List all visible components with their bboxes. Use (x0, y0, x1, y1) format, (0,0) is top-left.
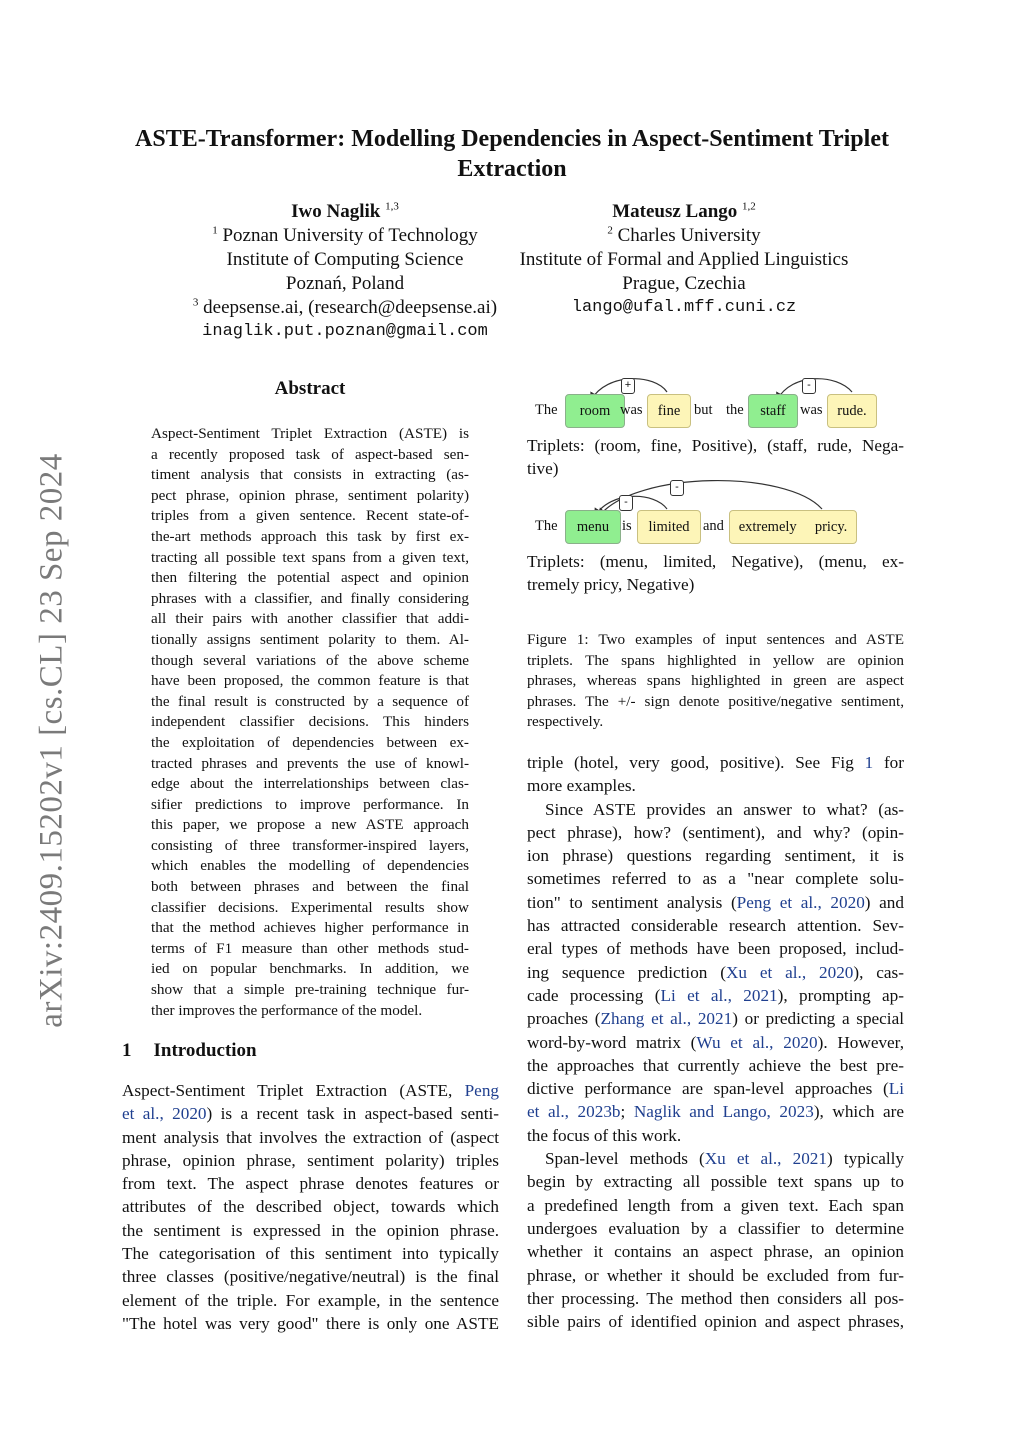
abstract-line: that the method achieves higher performance in (151, 919, 469, 937)
fig-token: was (620, 402, 643, 418)
body-line: more examples. (527, 776, 636, 796)
fig-token: is (622, 518, 632, 534)
citation-link[interactable]: Xu et al., 2020 (725, 962, 854, 982)
abstract-line: all their pairs with another classifier that addi- (151, 610, 469, 628)
affiliation-line: Institute of Formal and Applied Linguistics (519, 249, 849, 270)
aspect-span: room (565, 394, 625, 428)
body-line: tion" to sentiment analysis (Peng et al., 2020) and (527, 892, 904, 912)
body-line: the focus of this work. (527, 1125, 682, 1145)
abstract-line: ied on popular benchmarks. In addition, we (151, 960, 469, 978)
citation-link[interactable]: Li et al., 2021 (660, 985, 778, 1005)
abstract-line: ther improves the performance of the model. (151, 1001, 423, 1019)
body-line: phrase, or whether it should be excluded from fur- (527, 1265, 904, 1285)
triplet-line: tive) (527, 459, 559, 479)
body-line: "The hotel was very good" there is only one ASTE (122, 1313, 499, 1333)
caption-line: triplets. The spans highlighted in yellow are opinion (527, 651, 904, 669)
body-line: has attracted considerable research attention. Sev- (527, 916, 904, 936)
body-line: ion phrase) questions regarding sentiment, it is (527, 846, 904, 866)
abstract-line: phrases with a classifier, and finally considering (151, 589, 469, 607)
body-line: cade processing (Li et al., 2021), prompting ap- (527, 985, 904, 1005)
aspect-span: staff (748, 394, 798, 428)
abstract-line: have been proposed, the common feature is that (151, 672, 469, 690)
body-line: attributes of the described object, towards which (122, 1197, 499, 1217)
body-line: Since ASTE provides an answer to what? (as- (545, 799, 904, 819)
body-line: element of the triple. For example, in the sentence (122, 1290, 499, 1310)
paper-title (100, 124, 924, 184)
body-line: Aspect-Sentiment Triplet Extraction (ASTE, Peng (122, 1081, 499, 1100)
fig-token: The (535, 402, 558, 418)
body-line: a predefined length from a given text. Each span (527, 1195, 904, 1215)
opinion-word: extremely (738, 519, 797, 535)
abstract-line: though several variations of the above scheme (151, 651, 469, 669)
abstract-line: pect phrase, opinion phrase, sentiment polarity) (151, 486, 469, 504)
triplet-line: tremely pricy, Negative) (527, 575, 695, 595)
body-line: et al., 2020) is a recent task in aspect-based senti- (122, 1104, 499, 1124)
affil-sup: 3 (192, 296, 199, 309)
abstract-line: tracting all possible text spans from a given text, (151, 548, 469, 566)
author-block-1 (168, 200, 522, 344)
abstract-line: this paper, we propose a new ASTE approach (151, 816, 469, 834)
opinion-span: limited (637, 510, 701, 544)
body-line: the sentiment is expressed in the opinion phrase. (122, 1220, 499, 1240)
fig-token: was (800, 402, 823, 418)
negative-sign: - (619, 495, 633, 511)
affiliation-line: Poznan University of Technology (222, 225, 478, 246)
intro-left-column (122, 1079, 499, 1335)
abstract-line: then filtering the potential aspect and opinion (151, 569, 469, 587)
negative-sign: - (670, 480, 684, 496)
abstract-line: terms of F1 measure than other methods stud- (151, 939, 469, 957)
fig-token: but (694, 402, 713, 418)
body-line: The categorisation of this sentiment into typically (122, 1244, 499, 1264)
body-line: phrase, opinion phrase, sentiment polarity) triples (122, 1150, 499, 1170)
abstract-line: tracted phrases and prevents the use of knowl- (151, 754, 469, 772)
citation-link[interactable]: 1 (864, 753, 874, 772)
section-heading (122, 1040, 257, 1062)
abstract-line: classifier decisions. Experimental results show (151, 898, 469, 916)
citation-link[interactable]: Peng (464, 1081, 499, 1100)
triplets-example-2 (527, 550, 904, 597)
body-line: pect phrase), how? (sentiment), and why? (opin- (527, 822, 904, 842)
abstract-line: independent classifier decisions. This hinders (151, 713, 469, 731)
abstract-heading: Abstract (274, 378, 346, 399)
caption-line: phrases. The +/- sign denote positive/negative sentiment, (527, 692, 904, 710)
citation-link[interactable]: Peng et al., 2020 (736, 892, 865, 912)
abstract-line: which enables the modelling of dependencies (151, 857, 469, 875)
citation-link[interactable]: Xu et al., 2021 (704, 1149, 827, 1169)
arxiv-identifier: arXiv:2409.15202v1 [cs.CL] 23 Sep 2024 (33, 453, 70, 1028)
abstract-body (151, 424, 469, 1021)
abstract-line: the exploitation of dependencies between ex- (151, 733, 469, 751)
body-line: the approaches that currently achieve the best pre- (527, 1055, 904, 1075)
affiliation-line: Poznań, Poland (285, 273, 405, 294)
author-name: Iwo Naglik (291, 201, 381, 222)
affiliation-line: Prague, Czechia (622, 273, 746, 294)
abstract-line: sifier predictions to improve performance. In (151, 795, 469, 813)
body-line: proaches (Zhang et al., 2021) or predicting a special (527, 1009, 904, 1029)
body-line: undergoes evaluation by a classifier to determine (527, 1218, 904, 1238)
abstract-line: consisting of three transformer-inspired layers, (151, 836, 469, 854)
abstract-line: edge about the interrelationships between clas- (151, 775, 469, 793)
affiliation-line: Institute of Computing Science (226, 249, 464, 270)
opinion-span: rude. (827, 394, 877, 428)
abstract-line: both between phrases and between the final (151, 878, 469, 896)
triplet-line: Triplets: (room, fine, Positive), (staff, rude, Nega- (527, 436, 904, 455)
abstract-line: Aspect-Sentiment Triplet Extraction (ASTE) is (151, 425, 469, 442)
affil-sup: 1 (212, 224, 218, 237)
author-affil-sup: 1,3 (385, 200, 399, 213)
affiliation-line: deepsense.ai, (research@deepsense.ai) (203, 297, 498, 318)
author-block-2 (498, 200, 870, 320)
section-number: 1 (122, 1040, 132, 1061)
fig-token: and (703, 518, 724, 534)
opinion-word: pricy. (814, 519, 848, 535)
caption-line: respectively. (527, 713, 604, 731)
positive-sign: + (621, 378, 635, 394)
body-line: three classes (positive/negative/neutral) is the final (122, 1267, 499, 1287)
citation-link[interactable]: et al., 2023b (527, 1102, 621, 1122)
body-line: sible pairs of identified opinion and aspect phrases, (527, 1312, 904, 1332)
body-line: eral types of methods have been proposed, includ- (527, 939, 904, 959)
author-name: Mateusz Lango (612, 201, 738, 222)
abstract-line: show that a simple pre-training technique fur- (151, 981, 469, 999)
abstract-line: the-art methods approach this task by first ex- (151, 527, 469, 545)
body-line: ther processing. The method then considers all pos- (527, 1288, 904, 1308)
citation-link[interactable]: Li (888, 1079, 904, 1099)
title-line: ASTE-Transformer: Modelling Dependencies in Aspect-Sentiment Triplet (135, 126, 889, 152)
citation-link[interactable]: et al., 2020 (122, 1104, 207, 1124)
negative-sign: - (802, 378, 816, 394)
author-email[interactable]: lango@ufal.mff.cuni.cz (571, 298, 797, 317)
citation-link[interactable]: Naglik and Lango, 2023 (633, 1102, 814, 1122)
triplet-line: Triplets: (menu, limited, Negative), (menu, ex- (527, 552, 904, 571)
citation-link[interactable]: Wu et al., 2020 (696, 1032, 818, 1052)
caption-line: Figure 1: Two examples of input sentences and ASTE (527, 631, 904, 648)
body-line: sometimes referred to as a "near complete solu- (527, 869, 904, 889)
author-affil-sup: 1,2 (742, 200, 756, 213)
citation-link[interactable]: Zhang et al., 2021 (600, 1009, 733, 1029)
body-line: ing sequence prediction (Xu et al., 2020), cas- (527, 962, 904, 982)
opinion-span (729, 510, 857, 544)
opinion-span: fine (647, 394, 691, 428)
body-line: word-by-word matrix (Wu et al., 2020). However, (527, 1032, 904, 1052)
abstract-line: triples from a given sentence. Recent state-of- (151, 507, 469, 525)
body-line: ment analysis that involves the extraction of (aspect (122, 1127, 499, 1147)
abstract-line: tionally assigns sentiment polarity to them. Al- (151, 630, 469, 648)
body-line: triple (hotel, very good, positive). See Fig 1 for (527, 753, 904, 772)
body-line: et al., 2023b; Naglik and Lango, 2023), which are (527, 1102, 904, 1122)
fig-token: the (726, 402, 744, 418)
affiliation-line: Charles University (617, 225, 761, 246)
abstract-line: the final result is constructed by a sequence of (151, 692, 469, 710)
body-line: whether it contains an aspect phrase, an opinion (527, 1242, 904, 1262)
fig-token: The (535, 518, 558, 534)
section-title: Introduction (153, 1040, 257, 1061)
intro-right-column (527, 751, 904, 1333)
aspect-span: menu (565, 510, 621, 544)
body-line: Span-level methods (Xu et al., 2021) typically (545, 1149, 904, 1169)
affil-sup: 2 (607, 224, 613, 237)
abstract-line: a recently proposed task of aspect-based sen- (151, 445, 469, 463)
body-line: begin by extracting all possible text spans up to (527, 1172, 904, 1192)
caption-line: phrases, whereas spans highlighted in green are aspect (527, 672, 904, 690)
abstract-line: timent analysis that consists in extracting (as- (151, 466, 469, 484)
body-line: dictive performance are span-level approaches (Li (527, 1079, 904, 1099)
author-email[interactable]: inaglik.put.poznan@gmail.com (202, 322, 488, 341)
body-line: from text. The aspect phrase denotes features or (122, 1174, 499, 1194)
title-line: Extraction (457, 156, 567, 182)
triplets-example-1 (527, 434, 904, 481)
figure-caption (527, 630, 904, 733)
